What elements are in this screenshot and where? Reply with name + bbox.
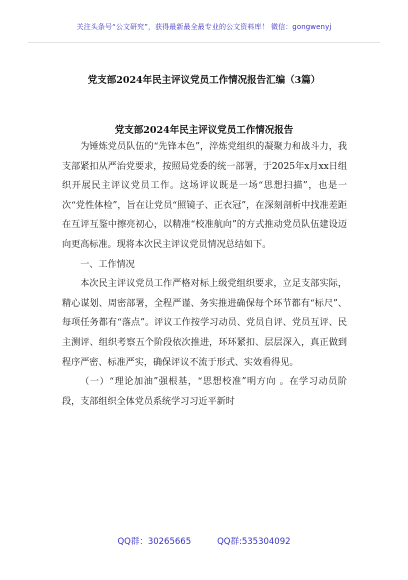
section-title: 党支部2024年民主评议党员工作情况报告 [114, 125, 294, 136]
header-divider [28, 42, 380, 43]
section-heading: 一、工作情况 [80, 259, 135, 270]
footer-qq-group-1: QQ群：30265665 [117, 537, 192, 547]
work-paragraph: 本次民主评议党员工作严格对标上级党组织要求，立足支部实际，精心谋划、周密部署，全程严谨、务实推进确保每个环节都有“标尺”、每项任务都有“落点”。评议工作按学习动员、党员自评、党员互评、民主测评、组织考察五个阶段依次推进，环环紧扣、层层深入，真正做到程序严密、标准严实，确保评议不流于形式、实效看得见。 [62, 279, 347, 368]
subsection-paragraph: （一）“理论加油”强根基，“思想校准”明方向 。在学习动员阶段，支部组织全体党员系统学习习近平新时 [62, 377, 347, 407]
header-banner: 关注头条号“公文研究”，获得最新最全最专业的公文资料库！ 微信：gongwenyj [76, 23, 332, 31]
footer [0, 535, 408, 547]
intro-paragraph: 为锤炼党员队伍的“先锋本色”，淬炼党组织的凝聚力和战斗力，我支部紧扣从严治党要求，按照局党委的统一部署，于2025年x月xx日组织开展民主评议党员工作。这场评议既是一场“思想扫描”，也是一次“党性体检”，旨在让党员“照镜子、正衣冠”，在深刻剖析中找准差距在互评互鉴中擦亮初心，以精准“校准航向”的方式推动党员队伍建设迈向更高标准。现将本次民主评议党员情况总结如下。 [62, 142, 347, 250]
footer-qq-group-2: QQ群:535304092 [217, 537, 291, 547]
document-body [62, 138, 347, 412]
document-title: 党支部2024年民主评议党员工作情况报告汇编（3篇） [87, 75, 321, 86]
